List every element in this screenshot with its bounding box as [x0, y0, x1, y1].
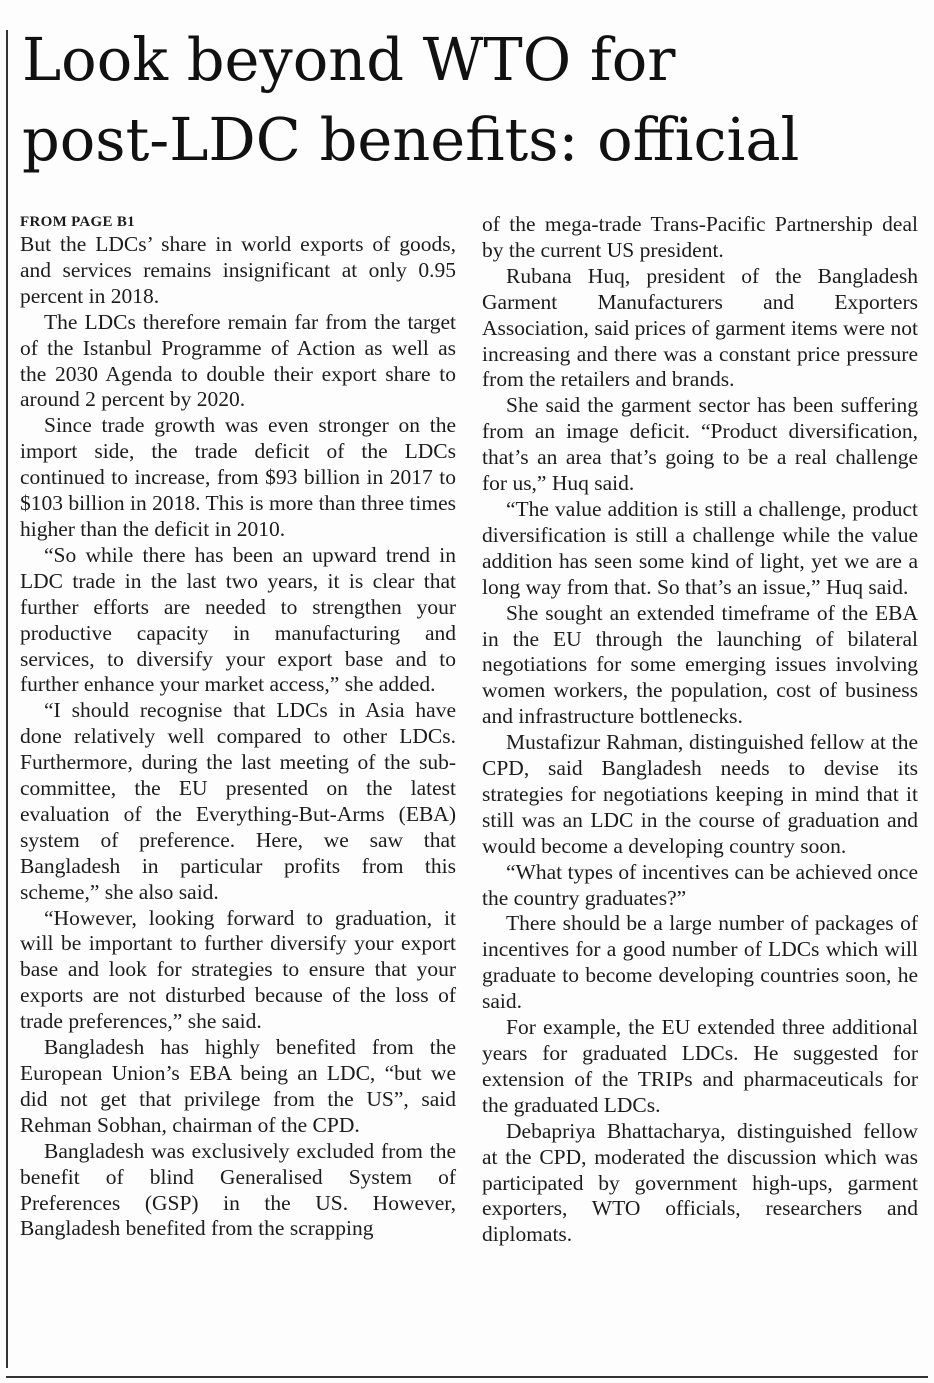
headline — [22, 20, 922, 180]
paragraph: “The value addition is still a challenge, product diversification is still a challenge while the value addition has seen some kind of light, yet we are a long way from that. So that’s an issue,” Huq said. — [482, 496, 918, 599]
left-column — [20, 212, 456, 1242]
paragraph: Bangladesh has highly benefited from the European Union’s EBA being an LDC, “but we did not get that privilege from the US”, said Rehman Sobhan, chairman of the CPD. — [20, 1035, 456, 1137]
paragraph: The LDCs therefore remain far from the target of the Istanbul Programme of Action as well as the 2030 Agenda to double their export share to around 2 percent by 2020. — [20, 309, 456, 412]
paragraph: “So while there has been an upward trend in LDC trade in the last two years, it is clear that further efforts are needed to strengthen your productive capacity in manufacturing and services, to diversify your export base and to further enhance your market access,” she added. — [20, 542, 456, 697]
paragraph: “What types of incentives can be achieved once the country graduates?” — [482, 859, 918, 910]
paragraph: Debapriya Bhattacharya, distinguished fellow at the CPD, moderated the discussion which was participated by government high-ups, garment exporters, WTO officials, researchers and diplomats. — [482, 1118, 918, 1247]
headline-line-2: post-LDC benefits: official — [22, 105, 800, 174]
paragraph: But the LDCs’ share in world exports of goods, and services remains insignificant at only 0.95 percent in 2018. — [20, 232, 456, 308]
paragraph: For example, the EU extended three additional years for graduated LDCs. He suggested for extension of the TRIPs and pharmaceuticals for the graduated LDCs. — [482, 1015, 918, 1117]
paragraph: Bangladesh was exclusively excluded from the benefit of blind Generalised System of Preferences (GSP) in the US. However, Bangladesh benefited from the scrapping — [20, 1138, 456, 1241]
dateline: FROM PAGE B1 — [20, 214, 135, 230]
paragraph: “However, looking forward to graduation, it will be important to further diversify your export base and look for strategies to ensure that your exports are not disturbed because of the loss of trade preferences,” she said. — [20, 905, 456, 1034]
paragraph: “I should recognise that LDCs in Asia have done relatively well compared to other LDCs. Furthermore, during the last meeting of the sub-committee, the EU presented on the latest evaluation of the Everything-But-Arms (EBA) system of preference. Here, we saw that Bangladesh in particular profits from this scheme,” she also said. — [20, 698, 456, 904]
paragraph: Rubana Huq, president of the Bangladesh Garment Manufacturers and Exporters Association, said prices of garment items were not increasing and there was a constant price pressure from the retailers and brands. — [482, 263, 918, 392]
right-column — [482, 212, 918, 1248]
paragraph: She said the garment sector has been suffering from an image deficit. “Product diversification, that’s an area that’s going to be a real challenge for us,” Huq said. — [482, 393, 918, 496]
paragraph: She sought an extended timeframe of the EBA in the EU through the launching of bilateral negotiations for some emerging issues involving women workers, the population, cost of business and infrastructure bottlenecks. — [482, 600, 918, 729]
headline-line-1: Look beyond WTO for — [22, 25, 676, 94]
bottom-border-rule — [6, 1376, 928, 1378]
paragraph: Since trade growth was even stronger on the import side, the trade deficit of the LDCs continued to increase, from $93 billion in 2017 to $103 billion in 2018. This is more than three times higher than the deficit in 2010. — [20, 413, 456, 541]
paragraph: Mustafizur Rahman, distinguished fellow at the CPD, said Bangladesh needs to devise its strategies for negotiations keeping in mind that it still was an LDC in the course of graduation and would become a developing country soon. — [482, 730, 918, 858]
left-border-rule — [6, 30, 8, 1368]
paragraph: of the mega-trade Trans-Pacific Partnership deal by the current US president. — [482, 212, 918, 262]
paragraph: There should be a large number of packages of incentives for a good number of LDCs which will graduate to become developing countries soon, he said. — [482, 911, 918, 1014]
